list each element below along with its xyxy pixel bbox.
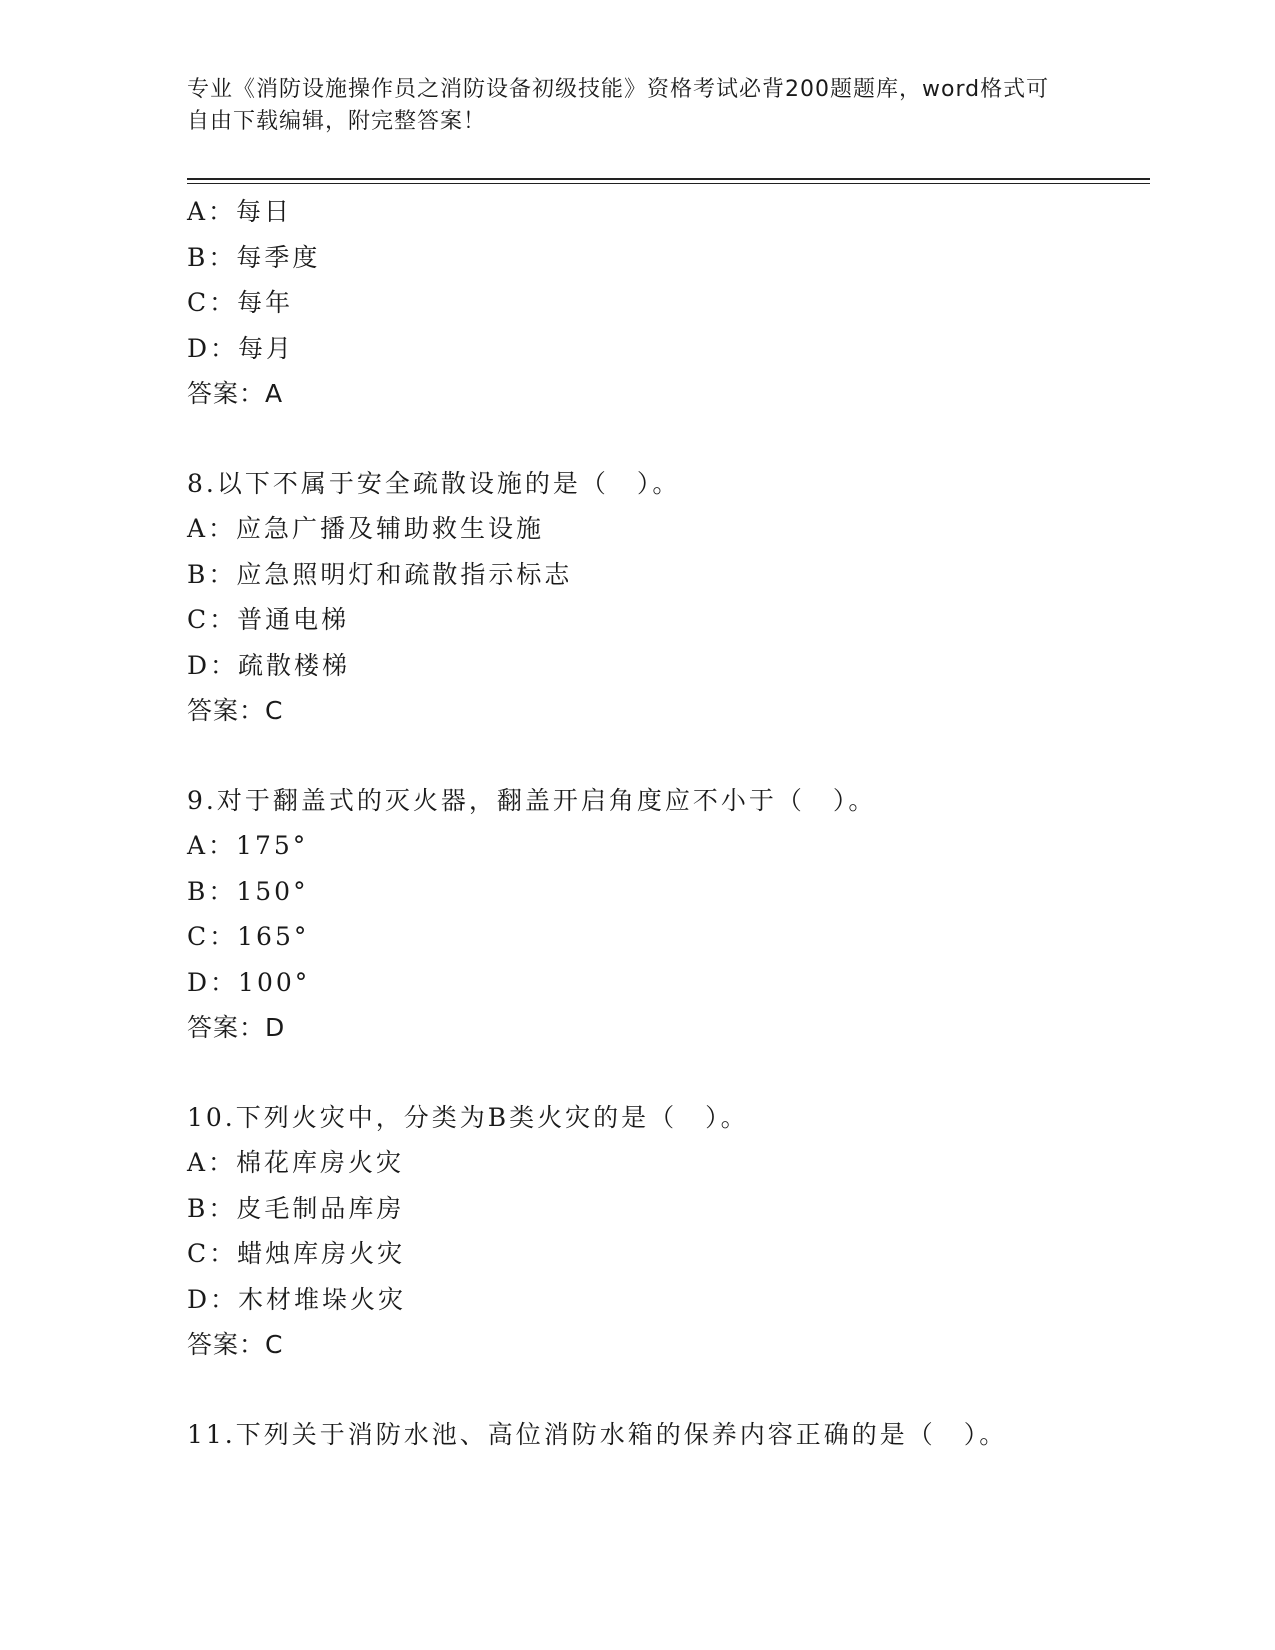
answer: 答案：C: [187, 1330, 284, 1359]
option-a: A：应急广播及辅助救生设施: [187, 514, 545, 543]
option-c: C：普通电梯: [187, 605, 350, 634]
option-a: A：每日: [187, 197, 293, 226]
answer: 答案：D: [187, 1013, 286, 1042]
question-stem: 11.下列关于消防水池、高位消防水箱的保养内容正确的是（ ）。: [187, 1419, 1008, 1449]
option-c: C：蜡烛库房火灾: [187, 1239, 406, 1268]
option-c: C：每年: [187, 288, 294, 317]
question-stem: 8.以下不属于安全疏散设施的是（ ）。: [187, 468, 681, 498]
option-d: D：每月: [187, 333, 295, 363]
option-a: A：175°: [187, 831, 309, 860]
question-stem: 9.对于翻盖式的灭火器，翻盖开启角度应不小于（ ）。: [187, 785, 877, 815]
option-c: C：165°: [187, 922, 310, 951]
answer: 答案：A: [187, 379, 284, 408]
option-d: D：木材堆垛火灾: [187, 1284, 407, 1314]
option-b: B：150°: [187, 876, 309, 906]
question-11: [187, 1412, 1147, 1458]
option-b: B：应急照明灯和疏散指示标志: [187, 559, 573, 589]
option-b: B：每季度: [187, 242, 321, 272]
answer: 答案：C: [187, 696, 284, 725]
header-divider-thick: [187, 178, 1150, 180]
option-b: B：皮毛制品库房: [187, 1193, 405, 1223]
question-9: [187, 778, 1147, 1051]
question-stem: 10.下列火灾中，分类为B类火灾的是（ ）。: [187, 1102, 749, 1132]
question-list: [187, 189, 1147, 1457]
option-d: D：疏散楼梯: [187, 650, 351, 680]
option-d: D：100°: [187, 967, 311, 997]
header-divider-thin: [187, 183, 1150, 184]
document-header: 专业《消防设施操作员之消防设备初级技能》资格考试必背200题题库，word格式可自由下载编辑，附完整答案！: [187, 77, 1050, 134]
option-a: A：棉花库房火灾: [187, 1148, 405, 1177]
question-8: [187, 461, 1147, 734]
question-10: [187, 1095, 1147, 1368]
question-fragment: [187, 189, 1147, 417]
